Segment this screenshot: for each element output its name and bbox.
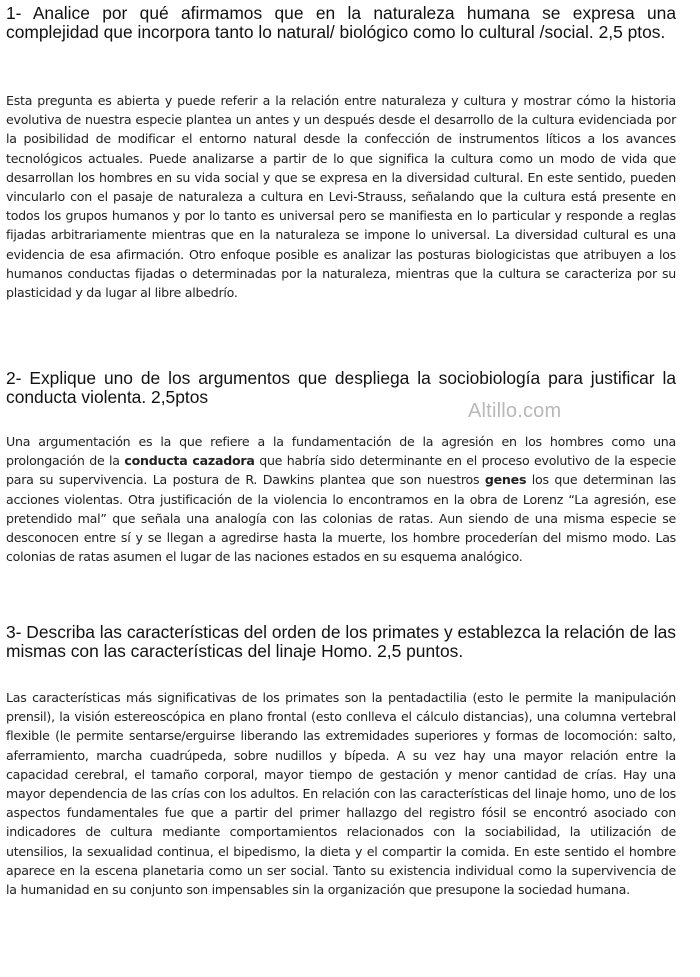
- answer-2-bold-genes: genes: [484, 472, 527, 488]
- answer-2-text-2: que habría sido determinante en el proceso evolutivo de la especie para su supervivencia. La postura de R. Dawkins plantea que son nuestros: [6, 453, 676, 488]
- answer-2-bold-conducta-cazadora: conducta cazadora: [124, 453, 255, 469]
- question-2: 2- Explique uno de los argumentos que despliega la sociobiología para justificar la conducta violenta. 2,5ptos: [6, 368, 676, 407]
- question-3: 3- Describa las características del orden de los primates y establezca la relación de las mismas con las características del linaje Homo. 2,5 puntos.: [6, 622, 676, 661]
- question-1: 1- Analice por qué afirmamos que en la naturaleza humana se expresa una complejidad que incorpora tanto lo natural/ biológico como lo cultural /social. 2,5 ptos.: [6, 3, 676, 42]
- answer-2-text-1: Una argumentación es la que refiere a la fundamentación de la agresión en los hombres como una prolongación de la: [6, 434, 676, 469]
- answer-3: Las características más significativas de los primates son la pentadactilia (esto le permite la manipulación prensil), la visión estereoscópica en plano frontal (esto conlleva el cálculo distancias), una columna vertebral flexible (le permite sentarse/erguirse liberando las extremidades superiores y formas de locomoción: salto, aferramiento, marcha cuadrúpeda, sobre nudillos y bípeda. A su vez hay una mayor relación entre la capacidad cerebral, el tamaño corporal, mayor tiempo de gestación y menor cantidad de crías. Hay una mayor dependencia de las crías con los adultos. En relación con las características del linaje homo, uno de los aspectos fundamentales fue que a partir del primer hallazgo del registro fósil se encontró asociado con indicadores de cultura mediante comportamientos relacionados con la sociabilidad, la utilización de utensilios, la sexualidad continua, el bipedismo, la dieta y el compartir la comida. En este sentido el hombre aparece en la escena planetaria como un ser social. Tanto su existencia individual como la supervivencia de la humanidad en su conjunto son impensables sin la organización que presupone la sociedad humana.: [6, 690, 676, 898]
- answer-2: [6, 432, 676, 566]
- answer-1: Esta pregunta es abierta y puede referir a la relación entre naturaleza y cultura y mostrar cómo la historia evolutiva de nuestra especie plantea un antes y un después desde el desarrollo de la cultura evidenciada por la posibilidad de modificar el entorno natural desde la confección de instrumentos líticos a los avances tecnológicos actuales. Puede analizarse a partir de lo que significa la cultura como un modo de vida que desarrollan los hombres en su vida social y que se expresa en la diversidad cultural. En este sentido, pueden vincularlo con el pasaje de naturaleza a cultura en Levi-Strauss, señalando que la cultura está presente en todos los grupos humanos y por lo tanto es universal pero se manifiesta en lo particular y responde a reglas fijadas arbitrariamente mientras que en la naturaleza se impone lo universal. La diversidad cultural es una evidencia de esa afirmación. Otro enfoque posible es analizar las posturas biologicistas que atribuyen a los humanos conductas fijadas o determinadas por la naturaleza, mientras que la cultura se caracteriza por su plasticidad y da lugar al libre albedrío.: [6, 93, 676, 301]
- watermark: Altillo.com: [468, 400, 562, 422]
- answer-2-text-3: los que determinan las acciones violentas. Otra justificación de la violencia lo encontramos en la obra de Lorenz “La agresión, ese pretendido mal” que señala una analogía con las colonias de ratas. Aun siendo de una misma especie se desconocen entre sí y se llegan a agredirse hasta la muerte, los hombre procederían del mismo modo. Las colonias de ratas asumen el lugar de las naciones estados en su esquema analógico.: [6, 472, 676, 565]
